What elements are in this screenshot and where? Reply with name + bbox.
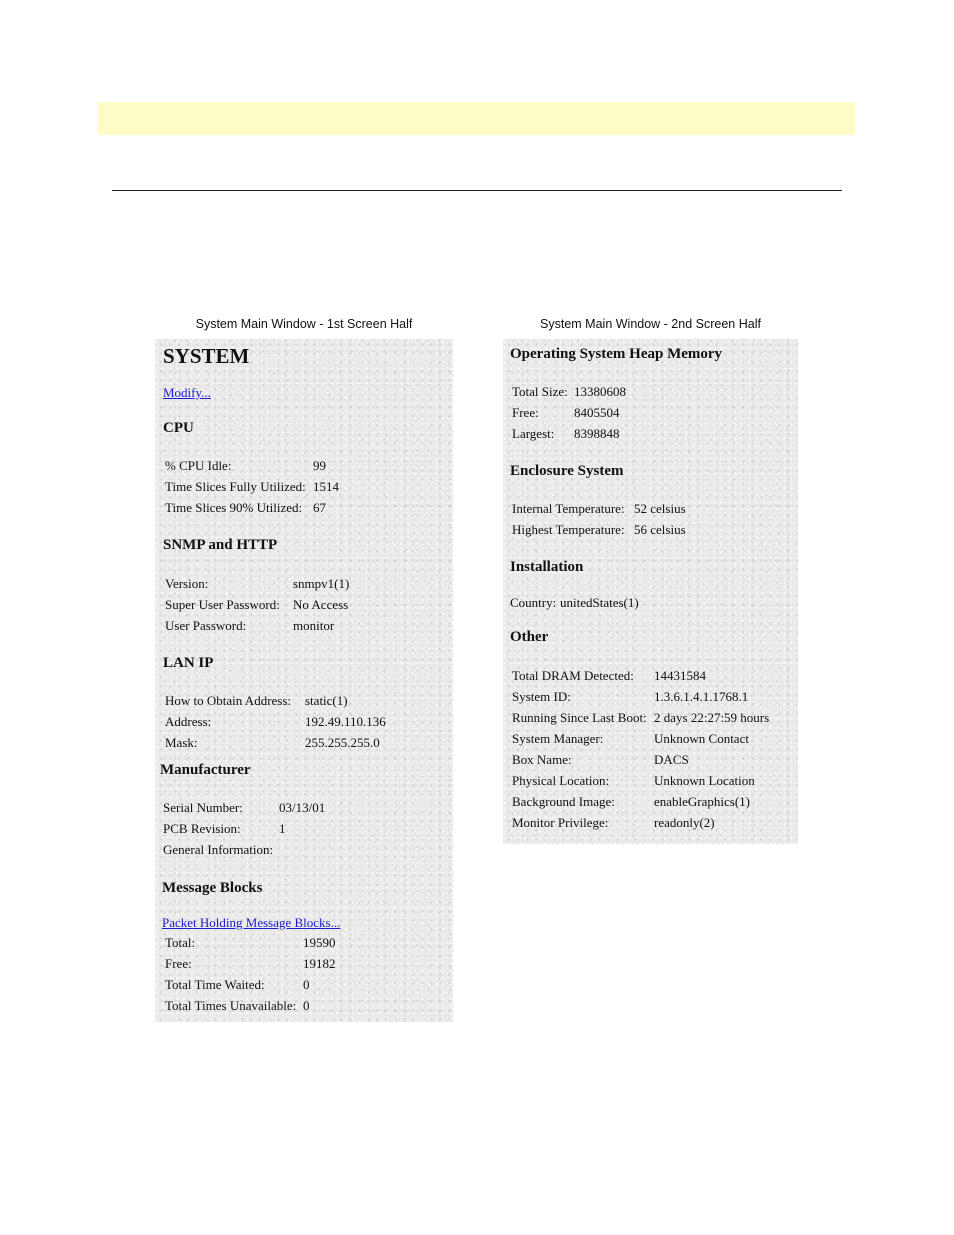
mb-total-times-unavailable-label: Total Times Unavailable: (165, 998, 297, 1013)
box-name-value: DACS (654, 752, 689, 767)
internal-temperature-value: 52 celsius (634, 501, 686, 516)
user-password-label: User Password: (165, 618, 247, 633)
lan-ip-heading: LAN IP (163, 655, 214, 671)
mask-label: Mask: (165, 735, 198, 750)
installation-heading: Installation (510, 559, 584, 575)
mb-free-value: 19182 (303, 956, 336, 971)
serial-number-value: 03/13/01 (279, 800, 326, 815)
heap-free-label: Free: (512, 405, 539, 420)
physical-location-label: Physical Location: (512, 773, 610, 788)
internal-temperature-label: Internal Temperature: (512, 501, 625, 516)
pcb-revision-value: 1 (279, 821, 286, 836)
monitor-privilege-label: Monitor Privilege: (512, 815, 609, 830)
address-value: 192.49.110.136 (305, 714, 386, 729)
cpu-idle-value: 99 (313, 458, 326, 473)
page-title: SYSTEM (163, 344, 250, 368)
total-dram-label: Total DRAM Detected: (512, 668, 634, 683)
mask-value: 255.255.255.0 (305, 735, 380, 750)
highest-temperature-label: Highest Temperature: (512, 522, 625, 537)
mb-total-time-waited-label: Total Time Waited: (165, 977, 265, 992)
heap-total-size-label: Total Size: (512, 384, 568, 399)
mb-total-time-waited-value: 0 (303, 977, 310, 992)
country-value: unitedStates(1) (560, 595, 639, 610)
snmp-heading: SNMP and HTTP (163, 537, 278, 553)
cpu-idle-label: % CPU Idle: (165, 458, 232, 473)
system-id-label: System ID: (512, 689, 571, 704)
mb-total-label: Total: (165, 935, 196, 950)
super-user-password-label: Super User Password: (165, 597, 280, 612)
packet-holding-message-blocks-link[interactable]: Packet Holding Message Blocks... (162, 915, 341, 930)
heap-largest-value: 8398848 (574, 426, 620, 441)
obtain-address-value: static(1) (305, 693, 348, 708)
pcb-revision-label: PCB Revision: (163, 821, 241, 836)
time-slices-90-value: 67 (313, 500, 326, 515)
time-slices-full-value: 1514 (313, 479, 339, 494)
address-label: Address: (165, 714, 212, 729)
modify-link[interactable]: Modify... (163, 385, 211, 400)
heap-largest-label: Largest: (512, 426, 555, 441)
country-label: Country: (510, 595, 557, 610)
user-password-value: monitor (293, 618, 335, 633)
heap-memory-heading: Operating System Heap Memory (510, 346, 723, 362)
running-since-boot-label: Running Since Last Boot: (512, 710, 647, 725)
system-manager-value: Unknown Contact (654, 731, 749, 746)
system-main-window-first-half (155, 339, 453, 1022)
enclosure-heading: Enclosure System (510, 463, 624, 479)
message-blocks-heading: Message Blocks (162, 880, 263, 896)
super-user-password-value: No Access (293, 597, 349, 612)
snmp-version-value: snmpv1(1) (293, 576, 350, 591)
time-slices-full-label: Time Slices Fully Utilized: (165, 479, 306, 494)
background-image-value: enableGraphics(1) (654, 794, 751, 809)
mb-free-label: Free: (165, 956, 192, 971)
cpu-heading: CPU (163, 420, 194, 436)
manufacturer-heading: Manufacturer (160, 762, 251, 778)
time-slices-90-label: Time Slices 90% Utilized: (165, 500, 303, 515)
total-dram-value: 14431584 (654, 668, 706, 683)
system-main-window-second-half (503, 339, 798, 844)
system-manager-label: System Manager: (512, 731, 604, 746)
header-band (98, 102, 855, 135)
heap-free-value: 8405504 (574, 405, 620, 420)
right-caption: System Main Window - 2nd Screen Half (540, 317, 761, 331)
physical-location-value: Unknown Location (654, 773, 755, 788)
monitor-privilege-value: readonly(2) (654, 815, 715, 830)
left-caption: System Main Window - 1st Screen Half (195, 317, 413, 331)
mb-total-times-unavailable-value: 0 (303, 998, 310, 1013)
general-information-label: General Information: (163, 842, 274, 857)
running-since-boot-value: 2 days 22:27:59 hours (654, 710, 770, 725)
box-name-label: Box Name: (512, 752, 572, 767)
snmp-version-label: Version: (165, 576, 209, 591)
serial-number-label: Serial Number: (163, 800, 243, 815)
mb-total-value: 19590 (303, 935, 336, 950)
highest-temperature-value: 56 celsius (634, 522, 686, 537)
heap-total-size-value: 13380608 (574, 384, 626, 399)
background-image-label: Background Image: (512, 794, 615, 809)
obtain-address-label: How to Obtain Address: (165, 693, 292, 708)
system-id-value: 1.3.6.1.4.1.1768.1 (654, 689, 749, 704)
horizontal-rule (112, 190, 842, 191)
other-heading: Other (510, 629, 549, 645)
